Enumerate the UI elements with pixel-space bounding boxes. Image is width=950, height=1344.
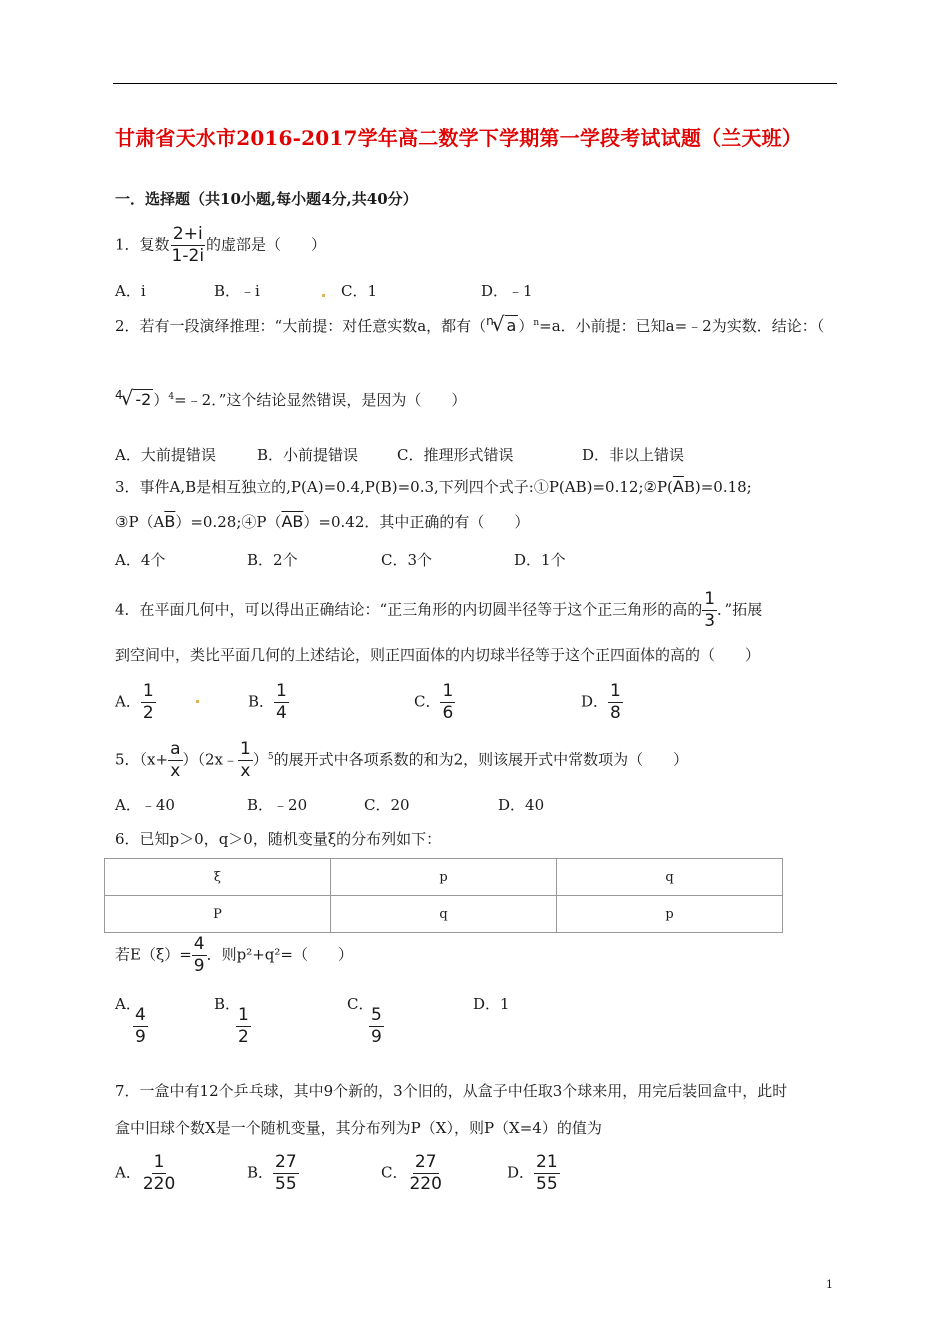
q6-c-num: 5: [371, 1005, 382, 1025]
question-6-stem: 6．已知p＞0，q＞0，随机变量ξ的分布列如下：: [115, 830, 442, 848]
q7-option-a-fraction: [141, 1153, 177, 1194]
page-number: 1: [826, 1278, 833, 1291]
q2-line1-prefix: 2．若有一段演绎推理：“大前提：对任意实数a，都有（: [115, 317, 487, 335]
q4-denominator: 3: [704, 611, 716, 631]
q6-option-a-label: A．: [115, 995, 141, 1013]
q4-d-num: 1: [610, 681, 621, 701]
q5-fraction-2: [238, 740, 253, 781]
q4-b-num: 1: [276, 681, 287, 701]
q5-num-2: 1: [240, 739, 251, 759]
q4-option-c: [414, 682, 455, 723]
q6-option-d: D．1: [473, 995, 510, 1013]
table-cell: P: [105, 896, 331, 933]
header-rule: [113, 83, 837, 84]
q2-exponent: n: [533, 318, 540, 328]
q2-option-b: B．小前提错误: [257, 446, 359, 464]
q6-a-num: 4: [135, 1005, 146, 1025]
q4-option-d-fraction: [608, 682, 623, 723]
q4-option-c-label: C．: [414, 692, 441, 711]
q3-option-d: D．1个: [514, 551, 566, 569]
q7-b-num: 27: [275, 1152, 297, 1172]
distribution-table: [104, 858, 783, 933]
q5-option-c: C．20: [364, 796, 410, 814]
question-4-line1: [115, 590, 762, 631]
q7-option-c: [381, 1153, 444, 1194]
q6-denominator: 9: [193, 956, 205, 976]
q1-option-a: A．i: [115, 282, 146, 300]
q2-option-c: C．推理形式错误: [397, 446, 514, 464]
q3-option-b: B．2个: [247, 551, 298, 569]
q7-option-a-label: A．: [115, 1163, 141, 1182]
q4-c-num: 1: [442, 681, 454, 701]
q2-option-d: D．非以上错误: [582, 446, 685, 464]
q2-root-arg: a: [506, 316, 517, 335]
q4-line1-suffix: ．”拓展: [717, 600, 763, 619]
q4-option-b-fraction: [274, 682, 289, 723]
q3-option-c: C．3个: [381, 551, 433, 569]
q6-option-b-fraction: [236, 1006, 251, 1047]
question-3-line1: [115, 477, 752, 497]
q7-option-b-fraction: [273, 1153, 299, 1194]
table-cell: p: [331, 859, 557, 896]
q6-b-num: 1: [238, 1005, 249, 1025]
q6-fraction: [192, 935, 207, 976]
q3-option-a: A．4个: [115, 551, 166, 569]
q6-line2-suffix: ．则p²+q²=（ ）: [206, 945, 353, 964]
q5-middle: ）（2x﹣: [182, 750, 239, 769]
q4-a-den: 2: [142, 703, 154, 723]
q2-root-index: n: [486, 314, 494, 328]
q6-line2-prefix: 若E（ξ）=: [115, 945, 192, 964]
q4-c-den: 6: [442, 703, 454, 723]
q6-option-c-label: C．: [347, 995, 374, 1013]
q6-b-den: 2: [238, 1027, 249, 1047]
q3-line1-end: B)=0.18;: [683, 478, 752, 496]
q3-complement-ab: $\overline{AB}$: [281, 512, 304, 531]
question-2-line1: 2．若有一段演绎推理：“大前提：对任意实数a，都有（$^n$√ a ）$^n$=a．小前提：已知a=﹣2为实数．结论：（: [115, 312, 825, 336]
q2-line2-root-arg: -2: [135, 390, 152, 409]
q4-line1-prefix: 4．在平面几何中，可以得出正确结论：“正三角形的内切圆半径等于这个正三角形的高的: [115, 600, 703, 619]
q1-option-c: C．1: [341, 282, 378, 300]
q4-numerator: 1: [704, 589, 716, 609]
q2-line2-suffix: =﹣2．”这个结论显然错误，是因为（ ）: [174, 391, 467, 409]
q7-c-den: 220: [409, 1174, 442, 1194]
q2-line2-root-index: 4: [115, 388, 123, 402]
q5-option-b: B．﹣20: [247, 796, 308, 814]
table-row: [105, 859, 783, 896]
q5-suffix: 的展开式中各项系数的和为2，则该展开式中常数项为（ ）: [273, 750, 689, 769]
q1-option-b: B．﹣i: [214, 282, 260, 300]
question-7-line2: 盒中旧球个数X是一个随机变量，其分布列为P（X），则P（X=4）的值为: [115, 1119, 602, 1137]
q5-prefix: 5．（x+: [115, 750, 169, 769]
q1-prefix: 1．复数: [115, 235, 170, 254]
speck-mark: [196, 700, 199, 703]
q7-option-b: [247, 1153, 299, 1194]
q3-line2-mid: ）=0.28;④P（: [175, 513, 282, 531]
q4-option-b: [248, 682, 289, 723]
q7-b-den: 55: [275, 1174, 297, 1194]
q6-c-den: 9: [371, 1027, 382, 1047]
q5-num-1: a: [170, 739, 181, 759]
q1-suffix: 的虚部是（ ）: [206, 235, 327, 254]
q7-option-c-label: C．: [381, 1163, 408, 1182]
q7-a-den: 220: [142, 1174, 176, 1194]
q6-option-c-fraction: [369, 1006, 384, 1047]
q7-a-num: 1: [153, 1152, 165, 1172]
q3-complement-b: $\overline{B}$: [164, 512, 176, 531]
question-3-line2: [115, 512, 529, 532]
q1-fraction: [170, 225, 207, 266]
q5-den-1: x: [170, 761, 181, 781]
q5-fraction-1: [168, 740, 182, 781]
q4-option-a-label: A．: [115, 692, 141, 711]
table-cell: q: [557, 859, 783, 896]
q4-option-a-fraction: [141, 682, 156, 723]
q6-option-b-label: B．: [214, 995, 241, 1013]
page-title: 甘肃省天水市2016-2017学年高二数学下学期第一学段考试试题（兰天班）: [115, 126, 803, 150]
section-heading: 一．选择题（共10小题,每小题4分,共40分）: [115, 190, 418, 208]
q4-option-d: [581, 682, 623, 723]
q7-option-d: [507, 1153, 560, 1194]
q5-option-d: D．40: [498, 796, 545, 814]
q4-a-num: 1: [142, 681, 154, 701]
q2-line2-exponent: 4: [168, 392, 175, 402]
q4-option-b-label: B．: [248, 692, 275, 711]
q7-d-den: 55: [536, 1174, 558, 1194]
q7-option-d-label: D．: [507, 1163, 535, 1182]
q3-line2-suffix: ）=0.42．其中正确的有（ ）: [303, 513, 530, 531]
q4-option-d-label: D．: [581, 692, 609, 711]
q3-line2-prefix: ③P（A: [115, 513, 165, 531]
q2-nth-root: $^n$√ a: [486, 312, 517, 336]
q3-complement-a: $\overline{A}$: [672, 477, 684, 496]
q3-line1-text: 3．事件A,B是相互独立的,P(A)=0.4,P(B)=0.3,下列四个式子:①P(AB)=0.12;②P(: [115, 478, 673, 496]
q2-fourth-root: $^4$√ -2: [115, 386, 152, 410]
question-5-stem: 5．（x+ $\frac{a}{x}$ ）（2x﹣ $\frac{1}{x}$ ）$^5$的展开式中各项系数的和为2，则该展开式中常数项为（ ）: [115, 739, 689, 781]
q2-line1-suffix: =a．小前提：已知a=﹣2为实数．结论：（: [539, 317, 825, 335]
q1-option-d: D．﹣1: [481, 282, 533, 300]
table-row: [105, 896, 783, 933]
question-2-line2: $^4$√ -2 ）$^4$=﹣2．”这个结论显然错误，是因为（ ）: [115, 386, 467, 410]
q2-option-a: A．大前提错误: [115, 446, 216, 464]
q1-denominator: 1-2i: [171, 246, 205, 266]
q4-option-c-fraction: [440, 682, 455, 723]
q1-numerator: 2+i: [172, 224, 203, 244]
table-cell: p: [557, 896, 783, 933]
q6-a-den: 9: [135, 1027, 146, 1047]
q5-option-a: A．﹣40: [115, 796, 175, 814]
q5-exponent: 5: [267, 751, 274, 762]
q4-fraction: [702, 590, 717, 631]
question-1-stem: [115, 225, 326, 266]
q4-b-den: 4: [276, 703, 287, 723]
speck-mark: [322, 294, 325, 297]
q5-den-2: x: [240, 761, 251, 781]
question-7-line1: 7．一盒中有12个乒乓球，其中9个新的，3个旧的，从盒子中任取3个球来用，用完后装回盒中，此时: [115, 1082, 788, 1100]
q7-option-b-label: B．: [247, 1163, 274, 1182]
q7-d-num: 21: [536, 1152, 558, 1172]
question-4-line2: 到空间中，类比平面几何的上述结论，则正四面体的内切球半径等于这个正四面体的高的（ ）: [115, 646, 761, 664]
q7-option-d-fraction: [534, 1153, 560, 1194]
q4-d-den: 8: [610, 703, 621, 723]
q7-option-c-fraction: [407, 1153, 443, 1194]
q7-c-num: 27: [414, 1152, 437, 1172]
table-cell: ξ: [105, 859, 331, 896]
q4-option-a: [115, 682, 156, 723]
table-cell: q: [331, 896, 557, 933]
question-6-line2: [115, 935, 353, 976]
q7-option-a: [115, 1153, 177, 1194]
q6-numerator: 4: [193, 934, 205, 954]
q6-option-a-fraction: [133, 1006, 148, 1047]
